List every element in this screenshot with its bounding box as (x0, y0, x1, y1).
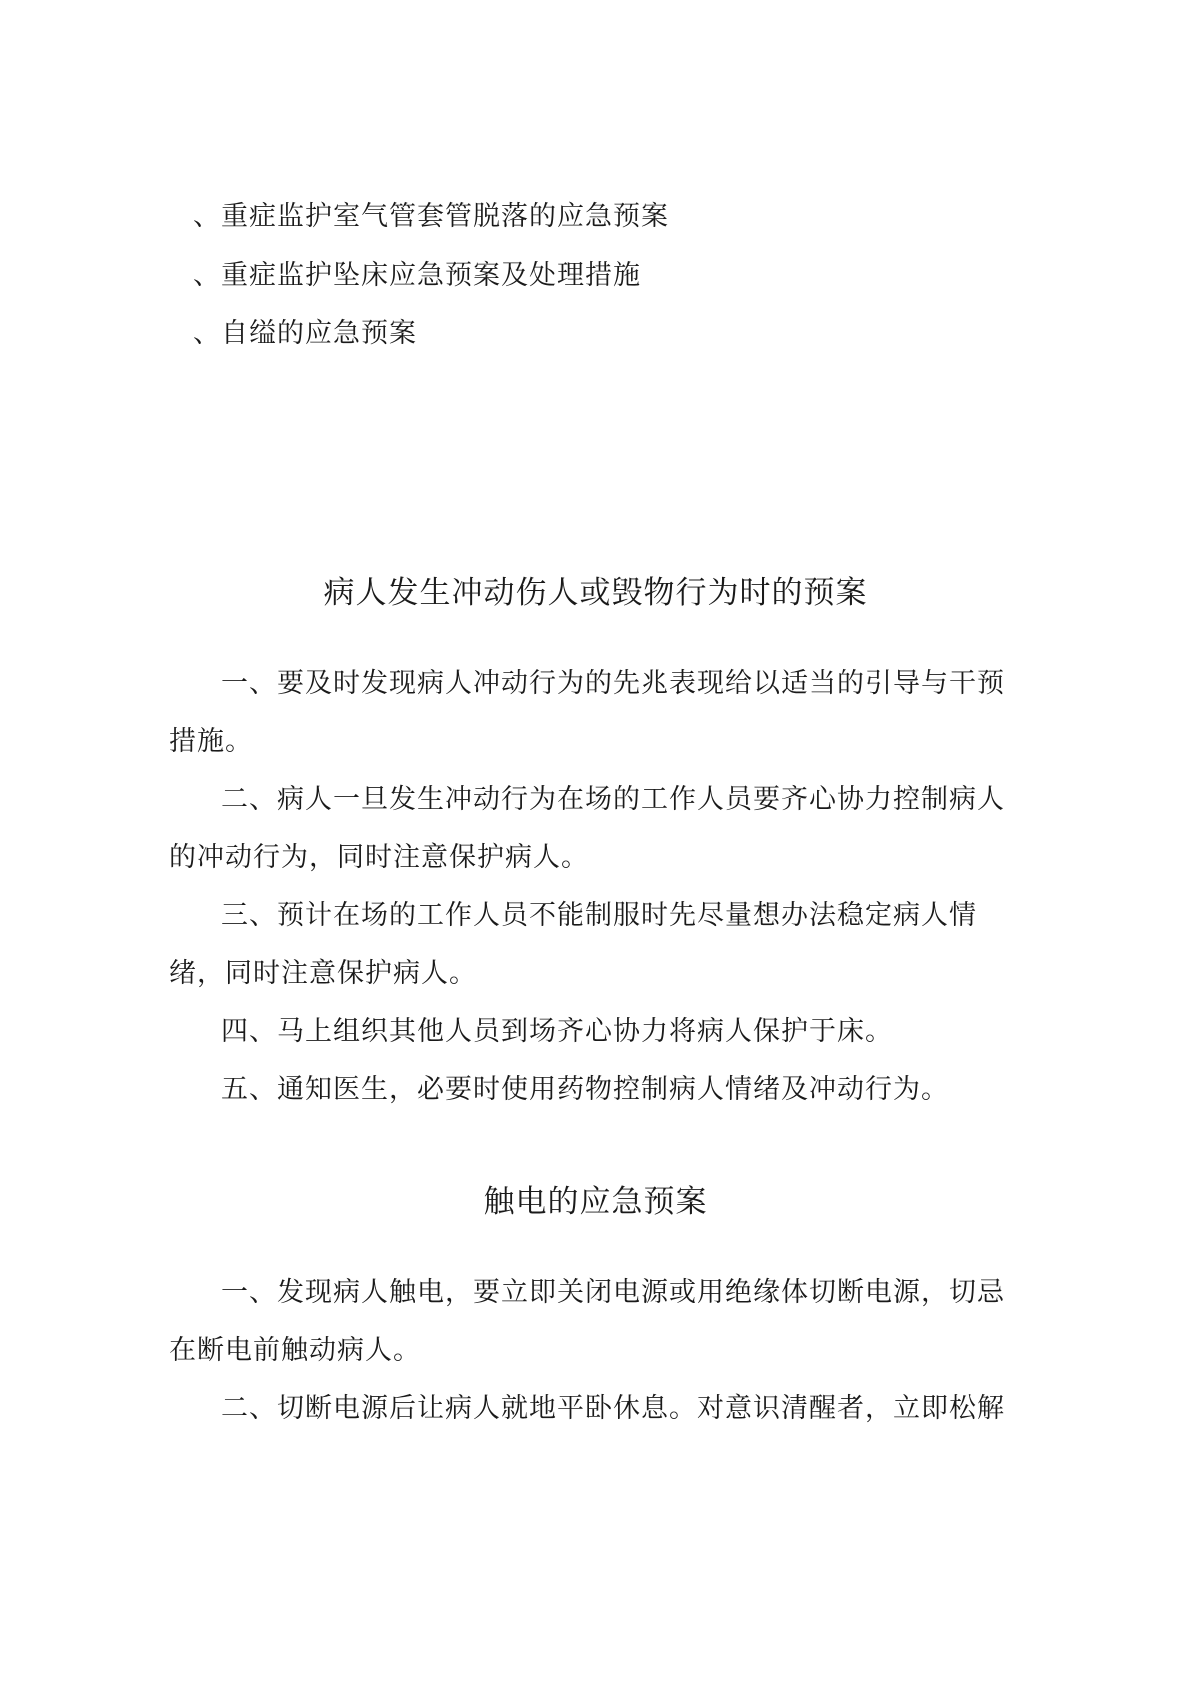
toc-item: 、重症监护室气管套管脱落的应急预案 (193, 201, 669, 232)
paragraph-line: 的冲动行为，同时注意保护病人。 (169, 842, 589, 873)
paragraph-line: 绪，同时注意保护病人。 (169, 958, 477, 989)
paragraph-line: 四、马上组织其他人员到场齐心协力将病人保护于床。 (221, 1016, 893, 1047)
paragraph-line: 二、切断电源后让病人就地平卧休息。对意识清醒者，立即松解 (221, 1393, 1005, 1424)
section-title: 病人发生冲动伤人或毁物行为时的预案 (323, 575, 868, 611)
toc-item: 、重症监护坠床应急预案及处理措施 (193, 260, 641, 291)
paragraph-line: 一、要及时发现病人冲动行为的先兆表现给以适当的引导与干预 (221, 668, 1005, 699)
toc-item: 、自缢的应急预案 (193, 318, 417, 349)
paragraph-line: 在断电前触动病人。 (169, 1335, 421, 1366)
paragraph-line: 三、预计在场的工作人员不能制服时先尽量想办法稳定病人情 (221, 900, 977, 931)
section-title: 触电的应急预案 (483, 1184, 708, 1220)
paragraph-line: 二、病人一旦发生冲动行为在场的工作人员要齐心协力控制病人 (221, 784, 1005, 815)
paragraph-line: 一、发现病人触电，要立即关闭电源或用绝缘体切断电源，切忌 (221, 1277, 1005, 1308)
paragraph-line: 五、通知医生，必要时使用药物控制病人情绪及冲动行为。 (221, 1074, 949, 1105)
paragraph-line: 措施。 (169, 726, 253, 757)
